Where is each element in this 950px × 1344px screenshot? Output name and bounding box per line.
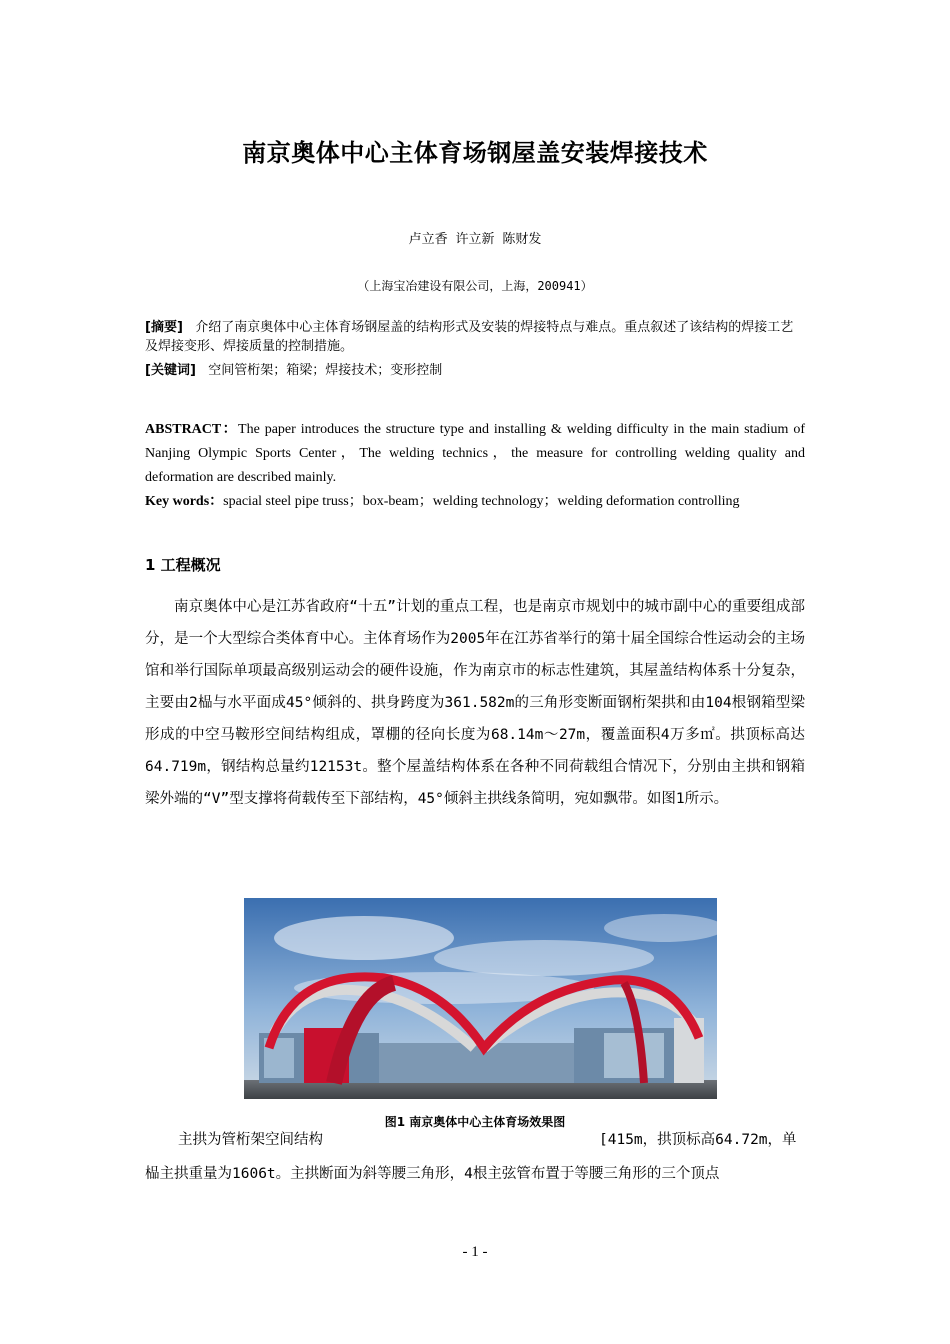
keywords-cn-text: 空间管桁架；箱梁；焊接技术；变形控制 <box>208 363 443 378</box>
abstract-cn-label: [摘要] <box>145 320 183 335</box>
section-heading: 1 工程概况 <box>145 556 221 574</box>
abstract-en-text: The paper introduces the structure type and installing & welding difficulty in the main stadium of Nanjing Olympic Sports Center，The welding technics，the measure for controlling welding quality and deformation are described mainly. <box>145 422 806 485</box>
keywords-cn <box>145 361 805 380</box>
body-paragraph: 南京奥体中心是江苏省政府“十五”计划的重点工程，也是南京市规划中的城市副中心的重要组成部分，是一个大型综合类体育中心。主体育场作为2005年在江苏省举行的第十届全国综合性运动会的主场馆和举行国际单项最高级别运动会的硬件设施，作为南京市的标志性建筑，其屋盖结构体系十分复杂，主要由2榀与水平面成45°倾斜的、拱身跨度为361.582m的三角形变断面钢桁架拱和由104根钢箱型梁形成的中空马鞍形空间结构组成，罩棚的径向长度为68.14m～27m，覆盖面积4万多㎡。拱顶标高达64.719m，钢结构总量约12153t。整个屋盖结构体系在各种不同荷载组合情况下，分别由主拱和钢箱梁外端的“V”型支撑将荷载传至下部结构，45°倾斜主拱线条简明，宛如飘带。如图1所示。 <box>145 599 805 807</box>
keywords-en-text: spacial steel pipe truss；box-beam；welding technology；welding deformation controlling <box>223 494 740 509</box>
body-text-fragment: 主拱为管桁架空间结构 <box>178 1132 323 1148</box>
stadium-rendering-image <box>244 898 717 1099</box>
body-text-fragment: [415m，拱顶标高64.72m，单 <box>599 1132 797 1148</box>
abstract-cn <box>145 318 805 356</box>
cloud <box>434 940 654 976</box>
glass-panel <box>604 1033 664 1078</box>
page-number: - 1 - <box>462 1244 488 1260</box>
abstract-en <box>145 418 805 490</box>
keywords-en-label: Key words： <box>145 494 224 509</box>
abstract-cn-text: 介绍了南京奥体中心主体育场钢屋盖的结构形式及安装的焊接特点与难点。重点叙述了该结构的焊接工艺及焊接变形、焊接质量的控制措施。 <box>145 320 794 354</box>
body-text-line: 榀主拱重量为1606t。主拱断面为斜等腰三角形，4根主弦管布置于等腰三角形的三个顶点 <box>145 1166 720 1182</box>
abstract-en-label: ABSTRACT： <box>145 422 239 437</box>
keywords-en <box>145 490 805 514</box>
cloud <box>274 916 454 960</box>
keywords-cn-label: [关键词] <box>145 363 196 378</box>
stadium-facade-center <box>379 1043 574 1083</box>
tower <box>674 1018 704 1083</box>
figure-caption: 图1 南京奥体中心主体育场效果图 <box>384 1115 566 1129</box>
paper-title: 南京奥体中心主体育场钢屋盖安装焊接技术 <box>242 139 708 167</box>
stadium-illustration <box>244 898 717 1099</box>
affiliation: （上海宝冶建设有限公司，上海，200941） <box>357 279 593 293</box>
authors: 卢立香 许立新 陈财发 <box>408 232 542 247</box>
